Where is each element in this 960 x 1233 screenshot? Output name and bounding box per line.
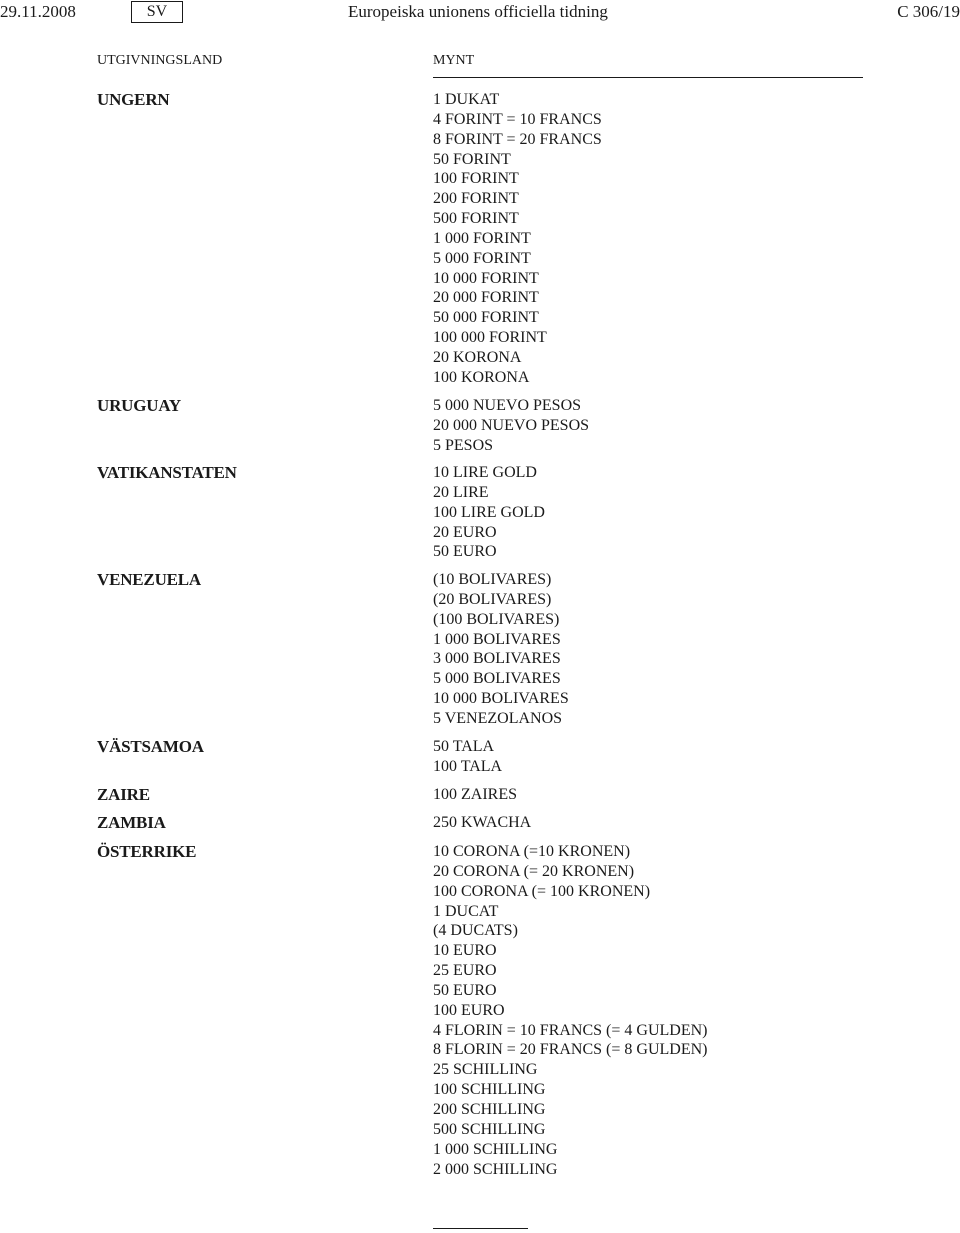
publication-date: 29.11.2008 xyxy=(0,2,76,21)
coin-list xyxy=(433,813,531,833)
coin-item: 100 FORINT xyxy=(433,170,519,188)
column-header-country: UTGIVNINGSLAND xyxy=(97,53,223,68)
coin-list xyxy=(433,90,602,388)
coin-item: 5 000 FORINT xyxy=(433,249,531,267)
country-name: ÖSTERRIKE xyxy=(97,842,197,861)
coin-item: 20 EURO xyxy=(433,523,497,541)
coin-item: 100 KORONA xyxy=(433,368,530,386)
coin-item: 3 000 BOLIVARES xyxy=(433,650,561,668)
coin-item: 1 000 FORINT xyxy=(433,229,531,247)
coin-item: 200 SCHILLING xyxy=(433,1100,546,1118)
coin-item: 100 CORONA (= 100 KRONEN) xyxy=(433,882,651,900)
country-name: VATIKANSTATEN xyxy=(97,463,237,482)
coin-item: 8 FORINT = 20 FRANCS xyxy=(433,130,602,148)
coin-item: 1 000 BOLIVARES xyxy=(433,630,561,648)
coin-item: 10 EURO xyxy=(433,942,497,960)
coin-item: 100 SCHILLING xyxy=(433,1081,546,1099)
page-reference: C 306/19 xyxy=(897,2,960,21)
coin-item: 1 DUKAT xyxy=(433,91,500,108)
country-name: UNGERN xyxy=(97,90,170,109)
coin-item: 50 EURO xyxy=(433,543,497,561)
coin-item: 8 FLORIN = 20 FRANCS (= 8 GULDEN) xyxy=(433,1041,708,1059)
header-rule xyxy=(433,77,863,78)
country-name: URUGUAY xyxy=(97,396,181,415)
column-header-coin: MYNT xyxy=(433,53,475,68)
coin-item: 25 EURO xyxy=(433,962,497,980)
coin-item: (20 BOLIVARES) xyxy=(433,590,552,608)
coin-list xyxy=(433,396,589,456)
coin-item: 100 TALA xyxy=(433,757,503,775)
end-rule xyxy=(433,1228,528,1229)
coin-item: 4 FLORIN = 10 FRANCS (= 4 GULDEN) xyxy=(433,1021,708,1039)
coin-item: 500 SCHILLING xyxy=(433,1120,546,1138)
coin-item: 100 000 FORINT xyxy=(433,329,547,347)
coin-item: 2 000 SCHILLING xyxy=(433,1160,558,1178)
coin-item: 10 000 BOLIVARES xyxy=(433,690,569,708)
coin-item: 100 LIRE GOLD xyxy=(433,503,545,521)
coin-list xyxy=(433,463,545,562)
coin-item: 20 LIRE xyxy=(433,483,489,501)
coin-item: 500 FORINT xyxy=(433,210,519,228)
coin-item: (4 DUCATS) xyxy=(433,922,518,940)
coin-list xyxy=(433,570,569,729)
coin-item: 50 EURO xyxy=(433,981,497,999)
coin-item: (10 BOLIVARES) xyxy=(433,571,552,588)
coin-item: 50 TALA xyxy=(433,738,495,755)
coin-item: 200 FORINT xyxy=(433,190,519,208)
coin-item: 50 000 FORINT xyxy=(433,309,539,327)
coin-item: (100 BOLIVARES) xyxy=(433,610,560,628)
country-name: VÄSTSAMOA xyxy=(97,737,204,756)
coin-list xyxy=(433,737,502,777)
page-header xyxy=(0,0,960,26)
coin-item: 4 FORINT = 10 FRANCS xyxy=(433,110,602,128)
coin-item: 25 SCHILLING xyxy=(433,1061,538,1079)
coin-item: 20 KORONA xyxy=(433,348,522,366)
language-badge: SV xyxy=(131,1,183,23)
coin-item: 10 LIRE GOLD xyxy=(433,464,537,481)
coin-item: 1 DUCAT xyxy=(433,902,499,920)
coin-item: 250 KWACHA xyxy=(433,814,532,831)
coin-item: 20 000 NUEVO PESOS xyxy=(433,416,590,434)
country-name: VENEZUELA xyxy=(97,570,202,589)
coin-item: 20 CORONA (= 20 KRONEN) xyxy=(433,862,635,880)
coin-item: 20 000 FORINT xyxy=(433,289,539,307)
country-name: ZAMBIA xyxy=(97,813,166,832)
coin-list xyxy=(433,785,517,805)
coin-item: 1 000 SCHILLING xyxy=(433,1140,558,1158)
coin-item: 50 FORINT xyxy=(433,150,511,168)
country-name: ZAIRE xyxy=(97,785,150,804)
coin-item: 10 CORONA (=10 KRONEN) xyxy=(433,843,631,860)
coin-item: 100 ZAIRES xyxy=(433,786,517,803)
coin-item: 10 000 FORINT xyxy=(433,269,539,287)
journal-title: Europeiska unionens officiella tidning xyxy=(348,2,608,21)
coin-list xyxy=(433,842,708,1179)
coin-item: 100 EURO xyxy=(433,1001,505,1019)
coin-item: 5 000 BOLIVARES xyxy=(433,670,561,688)
coin-item: 5 VENEZOLANOS xyxy=(433,709,563,727)
coin-item: 5 000 NUEVO PESOS xyxy=(433,397,582,414)
coin-item: 5 PESOS xyxy=(433,436,494,454)
